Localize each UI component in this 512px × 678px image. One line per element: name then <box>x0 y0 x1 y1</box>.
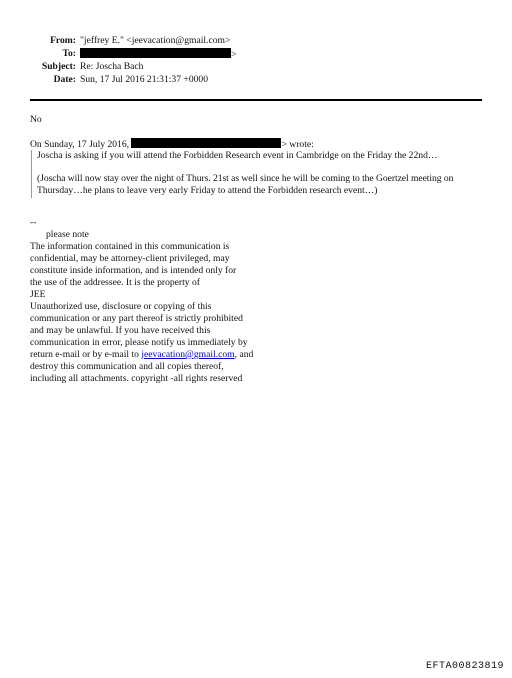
signature-line: destroy this communication and all copies thereof, <box>30 361 224 372</box>
subject-value: Re: Joscha Bach <box>80 61 144 72</box>
quote-intro-prefix: On Sunday, 17 July 2016, <box>30 139 130 150</box>
return-suffix: , and <box>234 349 254 360</box>
quote-bar <box>31 150 32 198</box>
bates-number: EFTA00823819 <box>425 661 504 672</box>
date-label: Date: <box>53 74 76 85</box>
from-label: From: <box>50 35 76 46</box>
header-divider <box>30 99 482 101</box>
signature-line: communication or any part thereof is strictly prohibited <box>30 313 243 324</box>
quote-line-3: Thursday…he plans to leave very early Friday to attend the Forbidden research event…) <box>37 185 378 196</box>
subject-label: Subject: <box>41 61 76 72</box>
date-value: Sun, 17 Jul 2016 21:31:37 +0000 <box>80 74 209 85</box>
signature-line: JEE <box>30 289 46 300</box>
signature-note: please note <box>46 229 89 240</box>
quote-line-1: Joscha is asking if you will attend the Forbidden Research event in Cambridge on the Friday the 22nd… <box>37 150 438 161</box>
signature-line: The information contained in this communication is <box>30 241 230 252</box>
to-label: To: <box>62 48 76 59</box>
signature-line: communication in error, please notify us immediately by <box>30 337 248 348</box>
from-value: "jeffrey E." <jeevacation@gmail.com> <box>80 35 231 46</box>
signature-separator: -- <box>30 217 37 228</box>
to-suffix: > <box>231 49 237 60</box>
to-redaction <box>80 48 231 58</box>
return-prefix: return e-mail or by e-mail to <box>30 349 142 360</box>
signature-line: the use of the addressee. It is the property of <box>30 277 200 288</box>
signature-line: Unauthorized use, disclosure or copying of this <box>30 301 212 312</box>
reply-text: No <box>30 114 42 125</box>
signature-return-line <box>30 349 253 361</box>
quote-sender-redaction <box>131 138 281 148</box>
quote-intro-suffix: > wrote: <box>281 139 314 150</box>
quote-line-2: (Joscha will now stay over the night of Thurs. 21st as well since he will be coming to the Goertzel meeting on <box>37 173 454 184</box>
email-link[interactable]: jeevacation@gmail.com <box>141 349 235 360</box>
signature-line: including all attachments. copyright -all rights reserved <box>30 373 243 384</box>
signature-line: and may be unlawful. If you have received this <box>30 325 211 336</box>
signature-line: constitute inside information, and is intended only for <box>30 265 237 276</box>
signature-line: confidential, may be attorney-client privileged, may <box>30 253 230 264</box>
